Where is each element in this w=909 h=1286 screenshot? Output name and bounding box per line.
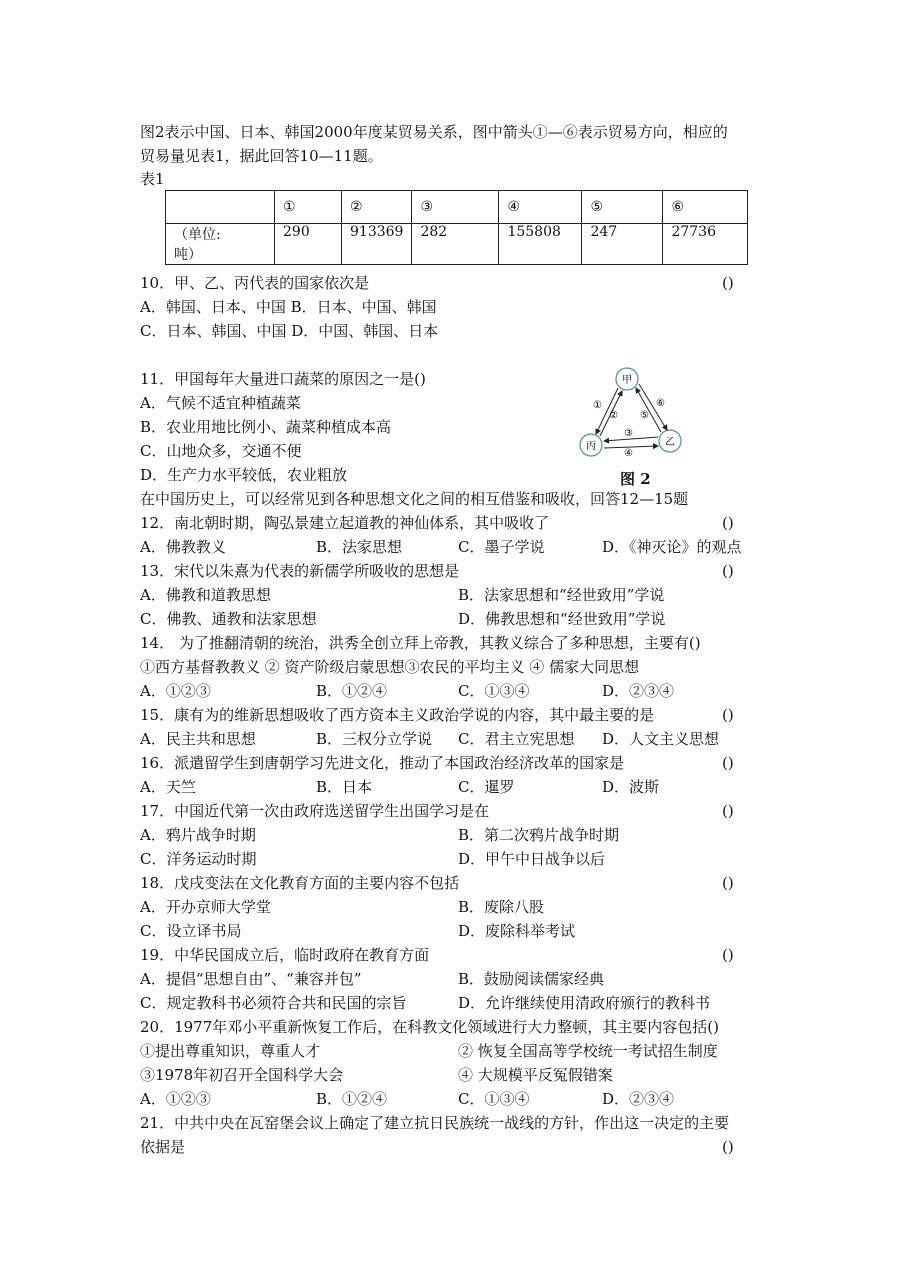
question-line: C．洋务运动时期 <box>140 850 257 868</box>
option-right-column: D．甲午中日战争以后 <box>458 850 606 868</box>
trade-table <box>165 190 748 265</box>
option-d: D．波斯 <box>602 778 660 796</box>
option-right-column: D．佛教思想和“经世致用”学说 <box>458 610 666 628</box>
question-line: 18．戊戌变法在文化教育方面的主要内容不包括 <box>140 874 460 892</box>
answer-parens: () <box>722 946 734 964</box>
question-line: A．民主共和思想 <box>140 730 256 748</box>
question-line: 10．甲、乙、丙代表的国家依次是 <box>140 274 370 292</box>
intro-line-1: 图2表示中国、日本、韩国2000年度某贸易关系，图中箭头①—⑥表示贸易方向，相应的 <box>140 123 728 141</box>
question-line: B．农业用地比例小、蔬菜种植成本高 <box>140 418 392 436</box>
question-line: C．日本、韩国、中国 D．中国、韩国、日本 <box>140 322 439 340</box>
option-d: D．②③④ <box>602 682 675 700</box>
arrow-label-2: ② <box>609 410 618 421</box>
option-right-column: D．允许继续使用清政府颁行的教科书 <box>458 994 711 1012</box>
arrow-label-6: ⑥ <box>656 398 665 409</box>
option-d: D．《神灭论》的观点 <box>602 538 742 556</box>
option-b: B．①②④ <box>316 1090 388 1108</box>
option-right-column: ④ 大规模平反冤假错案 <box>458 1066 613 1084</box>
question-line: A．天竺 <box>140 778 196 796</box>
arrow-label-5: ⑤ <box>640 410 649 421</box>
question-line: 在中国历史上，可以经常见到各种思想文化之间的相互借鉴和吸收，回答12—15题 <box>140 490 689 508</box>
question-line: A．鸦片战争时期 <box>140 826 256 844</box>
question-line: 21．中共中央在瓦窑堡会议上确定了建立抗日民族统一战线的方针，作出这一决定的主要 <box>140 1114 730 1132</box>
question-line: C．佛教、通教和法家思想 <box>140 610 317 628</box>
table-cell: 27736 <box>663 224 748 265</box>
question-line: A．气候不适宜种植蔬菜 <box>140 394 301 412</box>
question-line: A．开办京师大学堂 <box>140 898 271 916</box>
option-c: C．①③④ <box>458 682 530 700</box>
arrow-label-3: ③ <box>624 428 633 439</box>
option-right-column: B．第二次鸦片战争时期 <box>458 826 620 844</box>
question-line: 14． 为了推翻清朝的统治，洪秀全创立拜上帝教，其教义综合了多种思想，主要有() <box>140 634 701 652</box>
table-cell: 155808 <box>499 224 582 265</box>
table-title: 表1 <box>140 170 165 188</box>
question-line: ③1978年初召开全国科学大会 <box>140 1066 344 1084</box>
question-line: 12．南北朝时期，陶弘景建立起道教的神仙体系，其中吸收了 <box>140 514 550 532</box>
question-line: D．生产力水平较低，农业粗放 <box>140 466 348 484</box>
node-right-label: 乙 <box>665 437 675 448</box>
question-line: ①提出尊重知识，尊重人才 <box>140 1042 321 1060</box>
question-line: A．佛教和道教思想 <box>140 586 271 604</box>
table-cell: 290 <box>275 224 342 265</box>
table-unit-cell <box>166 224 275 265</box>
question-line: A．提倡“思想自由”、“兼容并包” <box>140 970 362 988</box>
node-top-label: 甲 <box>622 375 632 386</box>
question-line: C．设立译书局 <box>140 922 242 940</box>
option-d: D．人文主义思想 <box>602 730 720 748</box>
option-right-column: B．法家思想和“经世致用”学说 <box>458 586 665 604</box>
option-c: C．君主立宪思想 <box>458 730 575 748</box>
question-line: 19．中华民国成立后，临时政府在教育方面 <box>140 946 430 964</box>
table-header-cell: ① <box>275 191 342 224</box>
option-b: B．法家思想 <box>316 538 403 556</box>
question-line: A．韩国、日本、中国 B．日本、中国、韩国 <box>140 298 437 316</box>
table-cell: 913369 <box>342 224 412 265</box>
table-header-cell: ⑤ <box>582 191 663 224</box>
option-c: C．墨子学说 <box>458 538 545 556</box>
answer-parens: () <box>722 706 734 724</box>
table-cell: 282 <box>412 224 499 265</box>
answer-parens: () <box>722 1138 734 1156</box>
option-right-column: B．鼓励阅读儒家经典 <box>458 970 605 988</box>
answer-parens: () <box>722 754 734 772</box>
option-b: B．三权分立学说 <box>316 730 433 748</box>
table-header-cell: ② <box>342 191 412 224</box>
question-line: C．规定教科书必须符合共和民国的宗旨 <box>140 994 407 1012</box>
arrow-label-1: ① <box>593 400 602 411</box>
answer-parens: () <box>722 562 734 580</box>
table-header-cell <box>166 191 275 224</box>
option-c: C．暹罗 <box>458 778 515 796</box>
question-line: A．佛教教义 <box>140 538 226 556</box>
option-b: B．①②④ <box>316 682 388 700</box>
answer-parens: () <box>722 802 734 820</box>
table-header-cell: ⑥ <box>663 191 748 224</box>
question-line: 16．派遣留学生到唐朝学习先进文化，推动了本国政治经济改革的国家是 <box>140 754 625 772</box>
question-line: A．①②③ <box>140 1090 211 1108</box>
intro-line-2: 贸易量见表1，据此回答10—11题。 <box>140 147 383 165</box>
option-right-column: D．废除科举考试 <box>458 922 576 940</box>
option-c: C．①③④ <box>458 1090 530 1108</box>
figure-caption: 图 2 <box>620 470 651 488</box>
answer-parens: () <box>722 514 734 532</box>
node-left-label: 丙 <box>586 441 596 452</box>
question-line: 依据是 <box>140 1138 186 1156</box>
question-line: 13．宋代以朱熹为代表的新儒学所吸收的思想是 <box>140 562 460 580</box>
table-cell: 247 <box>582 224 663 265</box>
answer-parens: () <box>722 274 734 292</box>
option-d: D．②③④ <box>602 1090 675 1108</box>
answer-parens: () <box>722 874 734 892</box>
unit-line-2: 吨） <box>174 247 202 263</box>
question-line: ①西方基督教教义 ② 资产阶级启蒙思想③农民的平均主义 ④ 儒家大同思想 <box>140 658 640 676</box>
question-line: 11．甲国每年大量进口蔬菜的原因之一是() <box>140 370 426 388</box>
arrow-label-4: ④ <box>624 448 633 459</box>
option-right-column: B．废除八股 <box>458 898 545 916</box>
table-header-row <box>166 191 748 224</box>
option-right-column: ② 恢复全国高等学校统一考试招生制度 <box>458 1042 718 1060</box>
table-row <box>166 224 748 265</box>
unit-line-1: （单位: <box>174 227 221 243</box>
question-line: 15．康有为的维新思想吸收了西方资本主义政治学说的内容，其中最主要的是 <box>140 706 655 724</box>
table-header-cell: ④ <box>499 191 582 224</box>
question-line: A．①②③ <box>140 682 211 700</box>
trade-diagram <box>572 364 712 464</box>
question-line: 20．1977年邓小平重新恢复工作后，在科教文化领域进行大力整顿，其主要内容包括() <box>140 1018 719 1036</box>
table-header-cell: ③ <box>412 191 499 224</box>
question-line: 17．中国近代第一次由政府选送留学生出国学习是在 <box>140 802 490 820</box>
question-line: C．山地众多，交通不便 <box>140 442 302 460</box>
option-b: B．日本 <box>316 778 373 796</box>
